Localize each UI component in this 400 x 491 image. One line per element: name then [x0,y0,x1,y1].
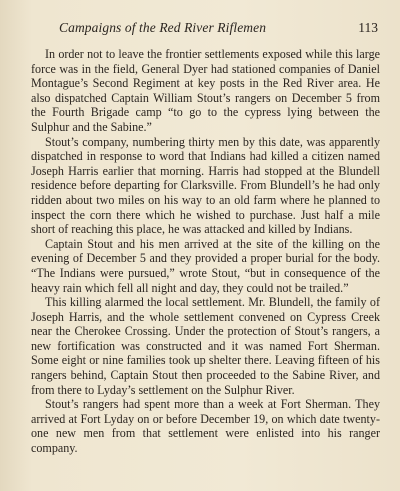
paragraph-2: Stout’s company, numbering thirty men by this date, was apparently dispatched in response to word that Indians had killed a citizen named Joseph Harris earlier that morning. Harris had stopped at the Blundell residence before departing for Clarksville. From Blundell’s he had only ridden about two miles on his way to an old farm where he planned to inspect the corn there which he wished to purchase. Just half a mile short of reaching this place, he was attacked and killed by Indians. [31,134,380,237]
paragraph-5: Stout’s rangers had spent more than a week at Fort Sherman. They arrived at Fort Lyday on or before December 19, on which date twenty-one new men from that settlement were enlisted into his ranger company. [31,397,380,456]
body-text [31,47,380,456]
page-number: 113 [358,20,378,35]
paragraph-1: In order not to leave the frontier settlements exposed while this large force was in the field, General Dyer had stationed companies of Daniel Montague’s Second Regiment at key posts in the Red River area. He also dispatched Captain William Stout’s rangers on December 5 from the Fourth Brigade camp “to go to the cypress lying between the Sulphur and the Sabine.” [31,47,380,134]
running-title: Campaigns of the Red River Riflemen [59,20,267,35]
page-header [31,20,380,40]
paragraph-4: This killing alarmed the local settlement. Mr. Blundell, the family of Joseph Harris, and the whole settlement convened on Cypress Creek near the Cherokee Crossing. Under the protection of Stout’s rangers, a new fortification was constructed and it was named Fort Sherman. Some eight or nine families took up shelter there. Leaving fifteen of his rangers behind, Captain Stout then proceeded to the Sabine River, and from there to Lyday’s settlement on the Sulphur River. [31,295,380,397]
paragraph-3: Captain Stout and his men arrived at the site of the killing on the evening of December 5 and they provided a proper burial for the body. “The Indians were pursued,” wrote Stout, “but in consequence of the heavy rain which fell all night and day, they could not be trailed.” [31,236,380,295]
